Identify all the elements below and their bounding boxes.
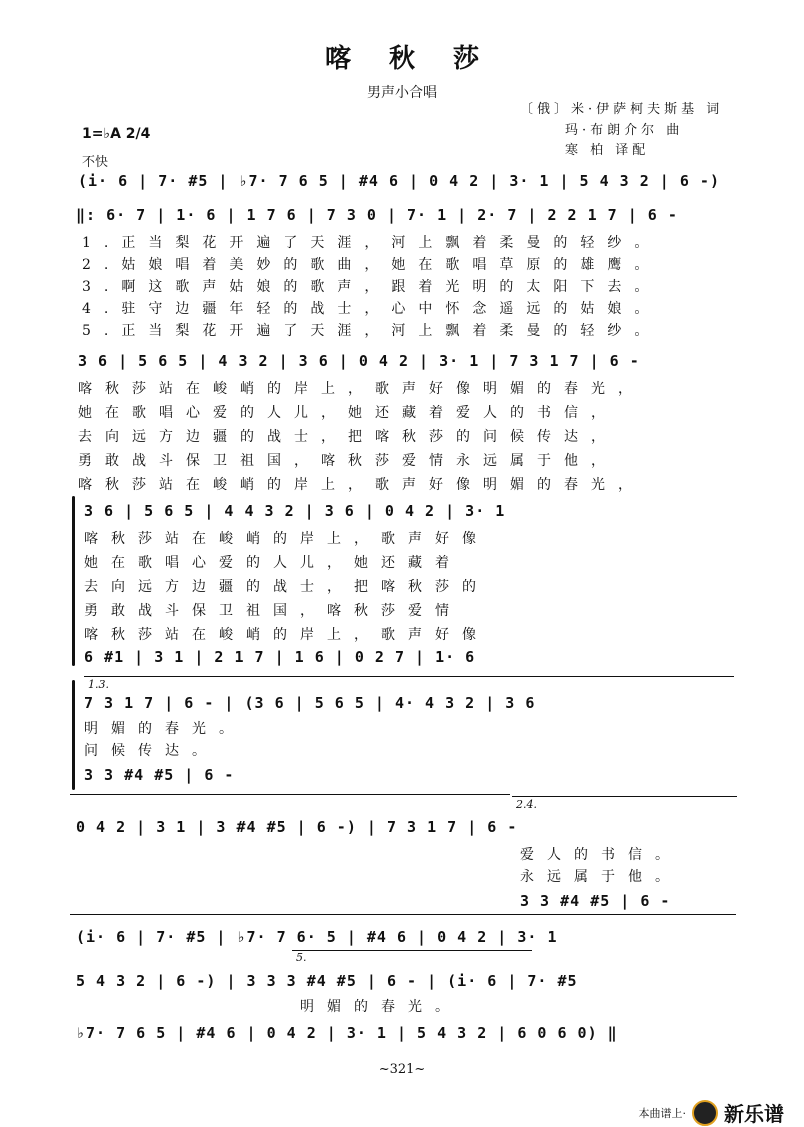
lyric-verse-line-1: 1.正当梨花开遍了天涯，河上飘着柔曼的轻纱。 [82, 235, 662, 251]
lyric-verse-line-5: 5.正当梨花开遍了天涯，河上飘着柔曼的轻纱。 [82, 323, 662, 339]
brand-watermark [639, 1098, 785, 1127]
system-line-2 [70, 914, 736, 915]
notation-row-intro: (i· 6 | 7· #5 | ♭7· 7 6 5 | #4 6 | 0 4 2 | 3· 1 | 5 4 3 2 | 6 -) [78, 172, 720, 190]
lyric-chorus-line-5: 喀秋莎站在峻峭的岸上，歌声好像明媚的春光， [78, 477, 645, 493]
volta-bracket-2 [512, 796, 737, 797]
system-line [70, 794, 510, 795]
notation-row-interlude: (i· 6 | 7· #5 | ♭7· 7 6· 5 | #4 6 | 0 4 2 | 3· 1 [76, 928, 558, 946]
system-brace-2 [72, 680, 75, 790]
notation-row-chorus: 3 6 | 5 6 5 | 4 3 2 | 3 6 | 0 4 2 | 3· 1 | 7 3 1 7 | 6 - [78, 352, 640, 370]
notation-row-volta1-lower: 3 3 #4 #5 | 6 - [84, 766, 235, 784]
volta-bracket-5 [292, 950, 532, 951]
lyric-volta2-line-1: 爱人的书信。 [520, 847, 682, 863]
lyric-part-line-3: 去向远方边疆的战士，把喀秋莎的 [84, 579, 489, 595]
brand-name: 新乐谱 [724, 1102, 784, 1126]
lyric-volta2-line-2: 永远属于他。 [520, 869, 682, 885]
tempo-marking: 不快 [82, 155, 109, 170]
notation-row-volta1: 7 3 1 7 | 6 - | (3 6 | 5 6 5 | 4· 4 3 2 | 3 6 [84, 694, 536, 712]
notation-row-ending: ♭7· 7 6 5 | #4 6 | 0 4 2 | 3· 1 | 5 4 3 2 | 6 0 6 0) ‖ [76, 1024, 618, 1042]
notation-row-lower: 6 #1 | 3 1 | 2 1 7 | 1 6 | 0 2 7 | 1· 6 [84, 648, 476, 666]
notation-row-volta5: 5 4 3 2 | 6 -) | 3 3 3 #4 #5 | 6 - | (i· 6 | 7· #5 [76, 972, 578, 990]
notation-row-volta2-lower: 3 3 #4 #5 | 6 - [520, 892, 671, 910]
page-number: ~321~ [378, 1062, 426, 1077]
lyric-volta1-line-1: 明媚的春光。 [84, 721, 246, 737]
lyric-verse-line-2: 2.姑娘唱着美妙的歌曲，她在歌唱草原的雄鹰。 [82, 257, 662, 273]
notation-row-upper: 3 6 | 5 6 5 | 4 4 3 2 | 3 6 | 0 4 2 | 3· 1 [84, 502, 506, 520]
lyric-chorus-line-3: 去向远方边疆的战士，把喀秋莎的问候传达， [78, 429, 618, 445]
lyric-part-line-1: 喀秋莎站在峻峭的岸上，歌声好像 [84, 531, 489, 547]
lyric-chorus-line-2: 她在歌唱心爱的人儿，她还藏着爱人的书信， [78, 405, 618, 421]
record-disc-icon [692, 1100, 718, 1126]
song-subtitle: 男声小合唱 [367, 85, 437, 101]
volta-label-5: 5. [296, 951, 307, 964]
lyric-part-line-5: 喀秋莎站在峻峭的岸上，歌声好像 [84, 627, 489, 643]
volta-label-2: 2.4. [516, 798, 537, 811]
lyric-part-line-4: 勇敢战斗保卫祖国，喀秋莎爱情 [84, 603, 462, 619]
volta-bracket-1 [84, 676, 734, 677]
lyric-chorus-line-1: 喀秋莎站在峻峭的岸上，歌声好像明媚的春光， [78, 381, 645, 397]
lyric-volta5: 明媚的春光。 [300, 999, 462, 1015]
system-brace [72, 496, 75, 666]
brand-small-text: 本曲谱上· [638, 1106, 686, 1120]
lyric-volta1-line-2: 问候传达。 [84, 743, 219, 759]
lyric-chorus-line-4: 勇敢战斗保卫祖国，喀秋莎爱情永远属于他， [78, 453, 618, 469]
notation-row-volta2: 0 4 2 | 3 1 | 3 #4 #5 | 6 -) | 7 3 1 7 | 6 - [76, 818, 518, 836]
lyric-verse-line-4: 4.驻守边疆年轻的战士，心中怀念遥远的姑娘。 [82, 301, 662, 317]
credit-translator: 寒 柏 译配 [565, 143, 650, 158]
volta-label-1: 1.3. [88, 678, 109, 691]
credit-composer: 玛·布朗介尔 曲 [565, 123, 684, 138]
song-title: 喀秋莎 [324, 44, 517, 74]
lyric-verse-line-3: 3.啊这歌声姑娘的歌声，跟着光明的太阳下去。 [82, 279, 662, 295]
lyric-part-line-2: 她在歌唱心爱的人儿，她还藏着 [84, 555, 462, 571]
credit-lyricist: 〔俄〕米·伊萨柯夫斯基 词 [520, 102, 724, 117]
notation-row-verse: ‖: 6· 7 | 1· 6 | 1 7 6 | 7 3 0 | 7· 1 | 2· 7 | 2 2 1 7 | 6 - [76, 206, 678, 224]
key-signature: 1=♭A 2/4 [82, 126, 151, 142]
